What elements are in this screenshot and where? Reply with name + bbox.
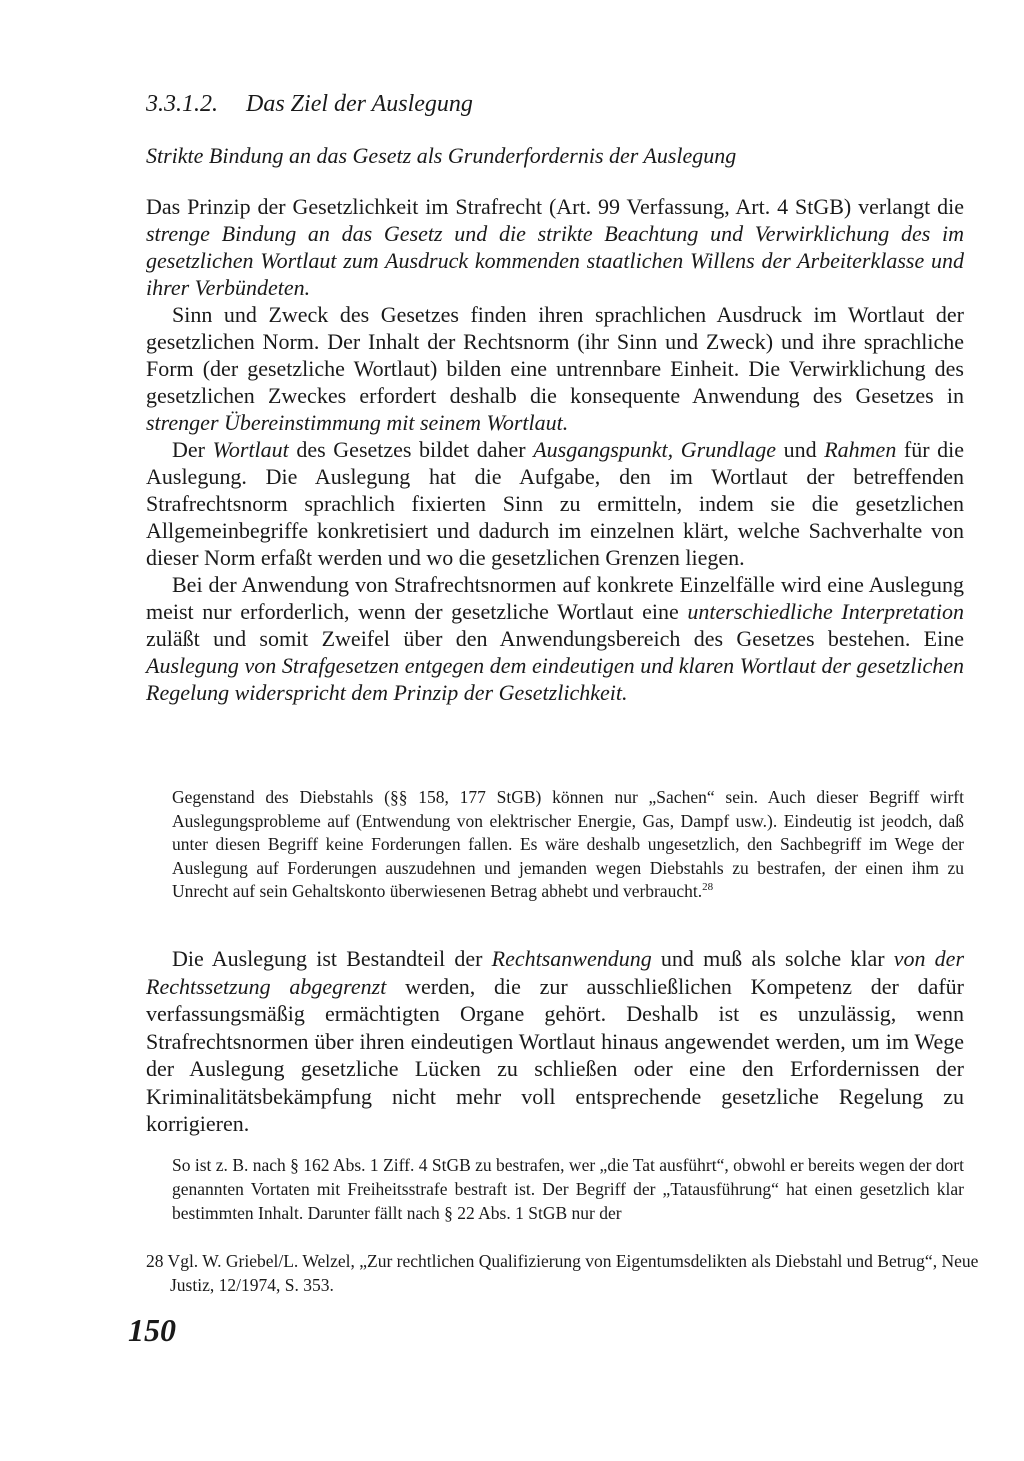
paragraph-3-text-4: für die Auslegung. Die Auslegung hat die Aufgabe, den im Wortlaut der betreffenden Strafrechtsnorm sprachlich fixierten Sinn zu ermitteln, indem sie die gesetzlichen Allgemeinbegriffe konkretisiert und dadurch im einzelnen klärt, welche Sachverhalte von dieser Norm erfaßt werden und wo die gesetzlichen Grenzen liegen. (146, 437, 965, 570)
paragraph-4-emphasis-1: unterschiedliche Interpretation (687, 599, 964, 624)
footnote: 28 Vgl. W. Griebel/L. Welzel, „Zur rechtlichen Qualifizierung von Eigentumsdelikten als Diebstahl und Betrug“, Neue Justiz, 12/1974, S. 353. (146, 1251, 979, 1295)
example-1-text: Gegenstand des Diebstahls (§§ 158, 177 StGB) können nur „Sachen“ sein. Auch dieser Begriff wirft Auslegungsprobleme auf (Entwendung von elektrischer Energie, Gas, Dampf usw.). Eindeutig ist jeodch, daß unter diesen Begriff keine Forderungen fallen. Es wäre deshalb ungesetzlich, den Sachbegriff im Wege der Auslegung auf Forderungen auszudehnen und jemanden wegen Diebstahls zu bestrafen, der einen ihm zu Unrecht auf sein Gehaltskonto überwiesenen Betrag abhebt und verbraucht. (172, 787, 964, 901)
footnote-reference: 28 (702, 881, 714, 894)
section-title: Das Ziel der Auslegung (246, 91, 473, 117)
paragraph-5 (146, 945, 964, 1138)
subheading: Strikte Bindung an das Gesetz als Grunderfordernis der Auslegung (146, 143, 737, 168)
paragraph-3-emphasis-3: Rahmen (824, 437, 897, 462)
paragraph-2-emphasis: strenger Übereinstimmung mit seinem Wortlaut. (146, 410, 569, 435)
paragraph-4-emphasis-2: Auslegung von Strafgesetzen entgegen dem eindeutigen und klaren Wortlaut der gesetzlichen Regelung widerspricht dem Prinzip der Gesetzlichkeit. (146, 653, 964, 705)
paragraph-5-emphasis-2: von der Rechtssetzung abgegrenzt (146, 946, 965, 999)
paragraph-3-emphasis-2: Ausgangspunkt, Grundlage (533, 437, 777, 462)
section-number: 3.3.1.2. (146, 91, 218, 117)
paragraph-3-text-1: Der (172, 437, 213, 462)
paragraph-4-text-2: zuläßt und somit Zweifel über den Anwendungsbereich des Gesetzes bestehen. Eine (146, 626, 964, 651)
paragraph-5-text-3: werden, die zur ausschließlichen Kompetenz der dafür verfassungsmäßig ermächtigten Organe gehört. Deshalb ist es unzulässig, wenn Strafrechtsnormen über ihren eindeutigen Wortlaut hinaus angewendet werden, um im Wege der Auslegung gesetzliche Lücken zu schließen oder eine den Erfordernissen der Kriminalitätsbekämpfung nicht mehr voll entsprechende gesetzliche Regelung zu korrigieren. (146, 973, 964, 1136)
paragraph-4 (146, 571, 964, 706)
main-text (146, 193, 964, 706)
paragraph-1 (146, 193, 964, 301)
paragraph-1-text: Das Prinzip der Gesetzlichkeit im Strafrecht (Art. 99 Verfassung, Art. 4 StGB) verlangt die (146, 194, 964, 219)
paragraph-5-emphasis-1: Rechtsanwendung (491, 946, 652, 971)
paragraph-3-text-3: und (776, 437, 825, 462)
paragraph-3-text-2: des Gesetzes bildet daher (288, 437, 534, 462)
paragraph-5-text-1: Die Auslegung ist Bestandteil der (172, 946, 492, 971)
paragraph-4-text-1: Bei der Anwendung von Strafrechtsnormen auf konkrete Einzelfälle wird eine Auslegung meist nur erforderlich, wenn der gesetzliche Wortlaut eine (146, 572, 964, 624)
section-heading (146, 88, 906, 120)
paragraph-1-emphasis: strenge Bindung an das Gesetz und die strikte Beachtung und Verwirklichung des im gesetzlichen Wortlaut zum Ausdruck kommenden staatlichen Willens der Arbeiterklasse und ihrer Verbündeten. (146, 221, 964, 300)
example-block-1 (172, 786, 964, 904)
example-block-2: So ist z. B. nach § 162 Abs. 1 Ziff. 4 StGB zu bestrafen, wer „die Tat ausführt“, obwohl er bereits wegen der dort genannten Vortaten mit Freiheitsstrafe bestraft ist. Der Begriff der „Tatausführung“ hat einen gesetzlich klar bestimmten Inhalt. Darunter fällt nach § 22 Abs. 1 StGB nur der (172, 1155, 964, 1223)
paragraph-3-emphasis-1: Wortlaut (212, 437, 289, 462)
paragraph-5-text-2: und muß als solche klar (651, 946, 894, 971)
page-number: 150 (128, 1312, 176, 1348)
paragraph-3 (146, 436, 964, 571)
paragraph-2 (146, 301, 964, 436)
paragraph-2-text: Sinn und Zweck des Gesetzes finden ihren sprachlichen Ausdruck im Wortlaut der gesetzlichen Norm. Der Inhalt der Rechtsnorm (ihr Sinn und Zweck) und ihre sprachliche Form (der gesetzliche Wortlaut) bilden eine untrennbare Einheit. Die Verwirklichung des gesetzlichen Zweckes erfordert deshalb die konsequente Anwendung des Gesetzes in (146, 302, 964, 408)
